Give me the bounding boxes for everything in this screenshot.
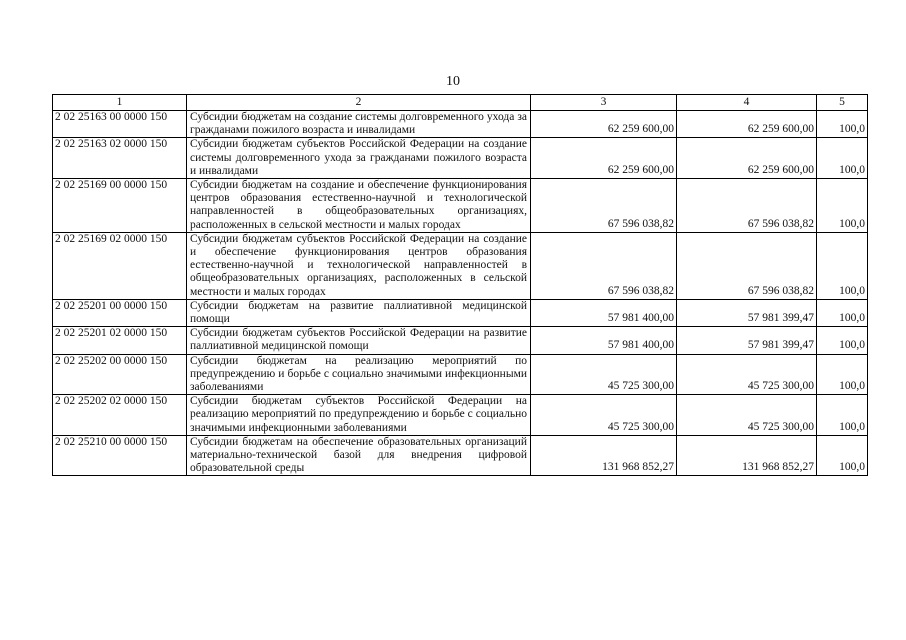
- execution-percent: 100,0: [817, 111, 868, 138]
- execution-percent: 100,0: [817, 395, 868, 436]
- item-description: Субсидии бюджетам субъектов Российской Федерации на создание системы долговременного ухода за гражданами пожилого возраста и инвалидами: [187, 138, 531, 179]
- header-col-5: 5: [817, 95, 868, 111]
- budget-code: 2 02 25163 00 0000 150: [53, 111, 187, 138]
- item-description: Субсидии бюджетам субъектов Российской Федерации на развитие паллиативной медицинской помощи: [187, 327, 531, 354]
- planned-amount: 45 725 300,00: [531, 354, 677, 395]
- execution-percent: 100,0: [817, 138, 868, 179]
- actual-amount: 62 259 600,00: [677, 138, 817, 179]
- actual-amount: 57 981 399,47: [677, 299, 817, 326]
- item-description: Субсидии бюджетам на обеспечение образовательных организаций материально-технической базой для внедрения цифровой образовательной среды: [187, 435, 531, 476]
- budget-code: 2 02 25202 00 0000 150: [53, 354, 187, 395]
- item-description: Субсидии бюджетам субъектов Российской Федерации на реализацию мероприятий по предупреждению и борьбе с социально значимыми инфекционными заболеваниями: [187, 395, 531, 436]
- budget-code: 2 02 25169 00 0000 150: [53, 179, 187, 233]
- execution-percent: 100,0: [817, 232, 868, 299]
- header-col-3: 3: [531, 95, 677, 111]
- planned-amount: 45 725 300,00: [531, 395, 677, 436]
- budget-code: 2 02 25201 00 0000 150: [53, 299, 187, 326]
- item-description: Субсидии бюджетам на развитие паллиативной медицинской помощи: [187, 299, 531, 326]
- header-col-1: 1: [53, 95, 187, 111]
- actual-amount: 67 596 038,82: [677, 179, 817, 233]
- execution-percent: 100,0: [817, 435, 868, 476]
- table-header-row: [53, 95, 868, 111]
- table-row: [53, 354, 868, 395]
- table-row: [53, 395, 868, 436]
- planned-amount: 131 968 852,27: [531, 435, 677, 476]
- budget-code: 2 02 25210 00 0000 150: [53, 435, 187, 476]
- planned-amount: 62 259 600,00: [531, 111, 677, 138]
- actual-amount: 57 981 399,47: [677, 327, 817, 354]
- table-row: [53, 232, 868, 299]
- planned-amount: 62 259 600,00: [531, 138, 677, 179]
- planned-amount: 67 596 038,82: [531, 179, 677, 233]
- table-row: [53, 111, 868, 138]
- item-description: Субсидии бюджетам на реализацию мероприятий по предупреждению и борьбе с социально значимыми инфекционными заболеваниями: [187, 354, 531, 395]
- item-description: Субсидии бюджетам на создание и обеспечение функционирования центров образования естественно-научной и технологической направленностей в общеобразовательных организациях, расположенных в сельской местности и малых городах: [187, 179, 531, 233]
- budget-code: 2 02 25169 02 0000 150: [53, 232, 187, 299]
- table-row: [53, 327, 868, 354]
- actual-amount: 45 725 300,00: [677, 395, 817, 436]
- planned-amount: 57 981 400,00: [531, 299, 677, 326]
- table-row: [53, 299, 868, 326]
- budget-code: 2 02 25201 02 0000 150: [53, 327, 187, 354]
- execution-percent: 100,0: [817, 299, 868, 326]
- execution-percent: 100,0: [817, 354, 868, 395]
- item-description: Субсидии бюджетам субъектов Российской Федерации на создание и обеспечение функционирования центров образования естественно-научной и технологической направленностей в общеобразовательных организациях, расположенных в сельской местности и малых городах: [187, 232, 531, 299]
- actual-amount: 131 968 852,27: [677, 435, 817, 476]
- planned-amount: 57 981 400,00: [531, 327, 677, 354]
- actual-amount: 62 259 600,00: [677, 111, 817, 138]
- actual-amount: 67 596 038,82: [677, 232, 817, 299]
- planned-amount: 67 596 038,82: [531, 232, 677, 299]
- budget-code: 2 02 25163 02 0000 150: [53, 138, 187, 179]
- actual-amount: 45 725 300,00: [677, 354, 817, 395]
- table-row: [53, 435, 868, 476]
- table-row: [53, 179, 868, 233]
- budget-code: 2 02 25202 02 0000 150: [53, 395, 187, 436]
- execution-percent: 100,0: [817, 327, 868, 354]
- budget-table: [52, 94, 868, 476]
- item-description: Субсидии бюджетам на создание системы долговременного ухода за гражданами пожилого возраста и инвалидами: [187, 111, 531, 138]
- header-col-4: 4: [677, 95, 817, 111]
- header-col-2: 2: [187, 95, 531, 111]
- page-number: 10: [446, 74, 460, 89]
- table-row: [53, 138, 868, 179]
- execution-percent: 100,0: [817, 179, 868, 233]
